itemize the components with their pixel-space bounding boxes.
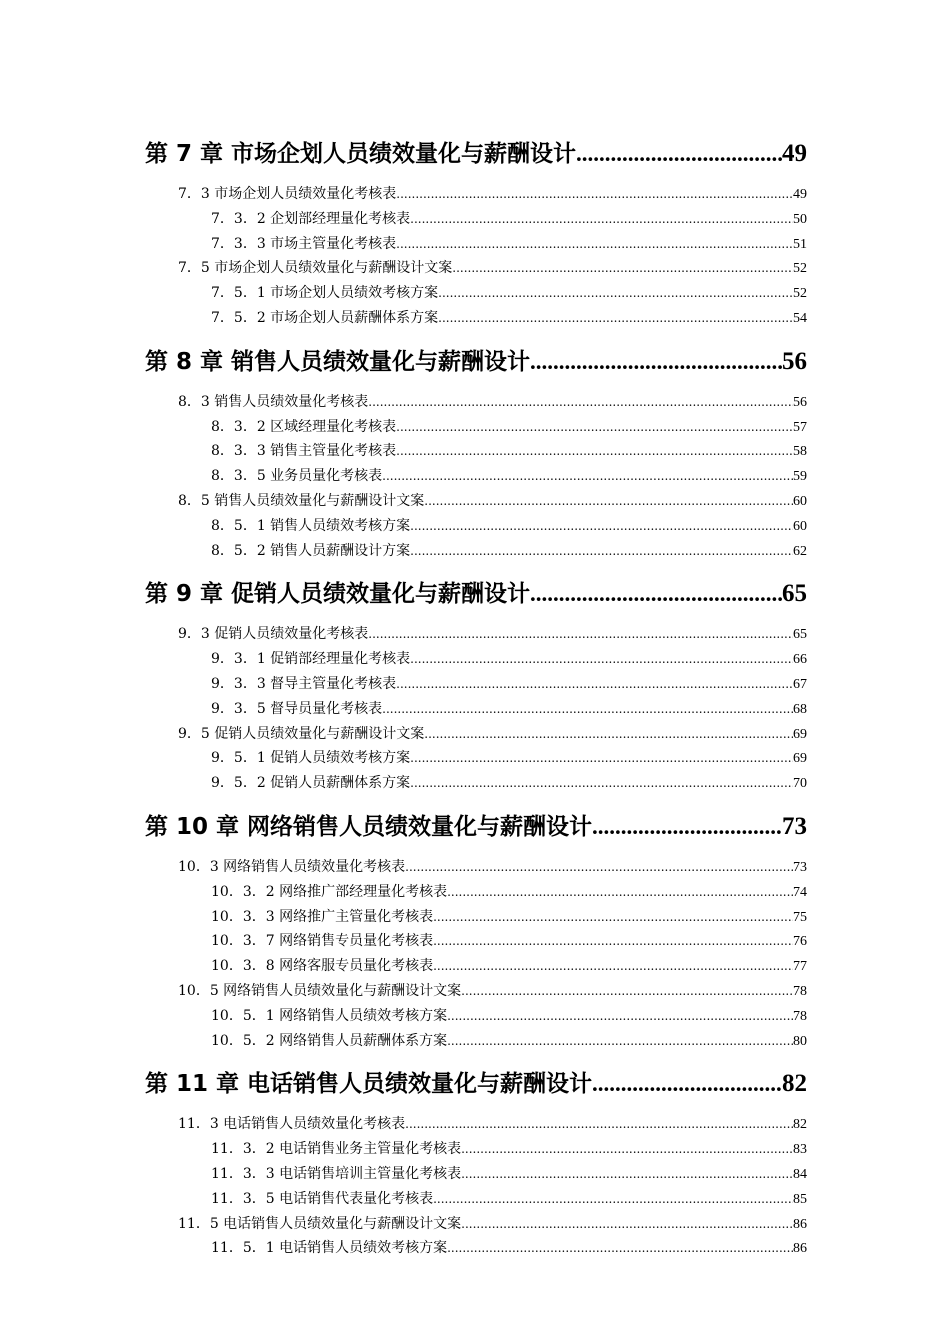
chapter-title: 第 11 章 电话销售人员绩效量化与薪酬设计 [145, 1071, 593, 1098]
section-title: 7．5．2 市场企划人员薪酬体系方案 [211, 309, 439, 326]
toc-chapter-entry[interactable] [145, 806, 807, 848]
dot-leader [438, 306, 793, 331]
dot-leader [452, 256, 793, 281]
dot-leader [382, 464, 793, 489]
section-title: 10．3．2 网络推广部经理量化考核表 [211, 883, 448, 900]
dot-leader [576, 133, 782, 175]
section-title: 11．3．2 电话销售业务主管量化考核表 [211, 1141, 462, 1158]
toc-subsection-entry[interactable] [145, 464, 807, 489]
toc-subsection-entry[interactable] [145, 880, 807, 905]
section-page-number: 68 [793, 701, 807, 717]
chapter-page-number: 82 [782, 1070, 807, 1098]
section-title: 10．3 网络销售人员绩效量化考核表 [178, 858, 406, 875]
section-page-number: 52 [793, 261, 807, 277]
toc-section-entry[interactable] [145, 722, 807, 747]
section-page-number: 83 [793, 1142, 807, 1158]
section-page-number: 66 [793, 652, 807, 668]
toc-section-entry[interactable] [145, 1112, 807, 1137]
section-title: 8．3．3 销售主管量化考核表 [211, 443, 397, 460]
section-title: 11．3．3 电话销售培训主管量化考核表 [211, 1165, 462, 1182]
toc-subsection-entry[interactable] [145, 232, 807, 257]
dot-leader [461, 1137, 793, 1162]
section-title: 10．5．1 网络销售人员绩效考核方案 [211, 1007, 448, 1024]
section-page-number: 62 [793, 543, 807, 559]
section-page-number: 86 [793, 1241, 807, 1257]
dot-leader [368, 390, 793, 415]
section-page-number: 76 [793, 934, 807, 950]
chapter-page-number: 49 [782, 140, 807, 167]
dot-leader [530, 341, 782, 383]
section-title: 9．5 促销人员绩效量化与薪酬设计文案 [178, 725, 425, 742]
toc-chapter-entry[interactable] [145, 133, 807, 175]
dot-leader [410, 207, 793, 232]
section-title: 11．3 电话销售人员绩效量化考核表 [178, 1116, 406, 1133]
dot-leader [424, 722, 793, 747]
chapter-page-number: 73 [782, 812, 807, 840]
dot-leader [410, 647, 793, 672]
dot-leader [410, 771, 793, 796]
dot-leader [410, 514, 793, 539]
toc-subsection-entry[interactable] [145, 539, 807, 564]
section-page-number: 77 [793, 959, 807, 975]
dot-leader [396, 672, 793, 697]
section-title: 10．3．3 网络推广主管量化考核表 [211, 908, 434, 925]
section-title: 10．5 网络销售人员绩效量化与薪酬设计文案 [178, 982, 462, 999]
table-of-contents [145, 133, 807, 1261]
section-title: 8．3．2 区域经理量化考核表 [211, 418, 397, 435]
toc-subsection-entry[interactable] [145, 954, 807, 979]
section-page-number: 74 [793, 884, 807, 900]
section-title: 11．5．1 电话销售人员绩效考核方案 [211, 1240, 448, 1257]
section-title: 7．3 市场企划人员绩效量化考核表 [178, 186, 397, 202]
dot-leader [433, 954, 793, 979]
dot-leader [433, 929, 793, 954]
section-title: 8．3 销售人员绩效量化考核表 [178, 393, 369, 410]
dot-leader [447, 1004, 793, 1029]
section-title: 9．5．1 促销人员绩效考核方案 [211, 750, 411, 767]
section-title: 10．5．2 网络销售人员薪酬体系方案 [211, 1032, 448, 1049]
section-title: 7．5 市场企划人员绩效量化与薪酬设计文案 [178, 260, 453, 277]
toc-section-entry[interactable] [145, 256, 807, 281]
section-page-number: 65 [793, 627, 807, 643]
chapter-page-number: 65 [782, 580, 807, 608]
toc-chapter-entry[interactable] [145, 573, 807, 615]
toc-subsection-entry[interactable] [145, 1004, 807, 1029]
section-title: 8．5 销售人员绩效量化与薪酬设计文案 [178, 492, 425, 509]
dot-leader [396, 232, 793, 257]
toc-section-entry[interactable] [145, 979, 807, 1004]
toc-subsection-entry[interactable] [145, 697, 807, 722]
section-page-number: 50 [793, 211, 807, 227]
section-page-number: 59 [793, 469, 807, 485]
section-page-number: 86 [793, 1216, 807, 1232]
toc-chapter-entry[interactable] [145, 1063, 807, 1105]
section-page-number: 60 [793, 518, 807, 534]
section-page-number: 56 [793, 394, 807, 410]
toc-subsection-entry[interactable] [145, 439, 807, 464]
section-title: 9．3．5 督导员量化考核表 [211, 700, 383, 717]
section-title: 9．3．1 促销部经理量化考核表 [211, 651, 411, 668]
dot-leader [447, 1236, 793, 1261]
dot-leader [433, 905, 793, 930]
section-title: 8．3．5 业务员量化考核表 [211, 468, 383, 485]
toc-subsection-entry[interactable] [145, 281, 807, 306]
section-page-number: 78 [793, 983, 807, 999]
section-title: 7．3．2 企划部经理量化考核表 [211, 210, 411, 227]
section-page-number: 54 [793, 310, 807, 326]
toc-subsection-entry[interactable] [145, 514, 807, 539]
section-page-number: 70 [793, 776, 807, 792]
chapter-title: 第 9 章 促销人员绩效量化与薪酬设计 [145, 581, 531, 608]
dot-leader [461, 1162, 793, 1187]
section-page-number: 69 [793, 726, 807, 742]
section-page-number: 58 [793, 444, 807, 460]
toc-subsection-entry[interactable] [145, 771, 807, 796]
dot-leader [592, 1063, 782, 1105]
toc-subsection-entry[interactable] [145, 1029, 807, 1054]
dot-leader [424, 489, 793, 514]
dot-leader [410, 746, 793, 771]
toc-subsection-entry[interactable] [145, 306, 807, 331]
toc-section-entry[interactable] [145, 855, 807, 880]
section-title: 8．5．1 销售人员绩效考核方案 [211, 517, 411, 534]
dot-leader [410, 539, 793, 564]
dot-leader [405, 855, 793, 880]
section-page-number: 80 [793, 1033, 807, 1049]
section-title: 8．5．2 销售人员薪酬设计方案 [211, 542, 411, 559]
dot-leader [447, 880, 793, 905]
toc-subsection-entry[interactable] [145, 647, 807, 672]
chapter-title: 第 8 章 销售人员绩效量化与薪酬设计 [145, 348, 531, 375]
chapter-title: 第 7 章 市场企划人员绩效量化与薪酬设计 [145, 141, 577, 167]
dot-leader [530, 573, 782, 615]
toc-section-entry[interactable] [145, 182, 807, 207]
toc-section-entry[interactable] [145, 1212, 807, 1237]
dot-leader [438, 281, 793, 306]
dot-leader [433, 1187, 793, 1212]
section-page-number: 57 [793, 419, 807, 435]
dot-leader [447, 1029, 793, 1054]
toc-chapter-entry[interactable] [145, 341, 807, 383]
dot-leader [592, 806, 782, 848]
chapter-page-number: 56 [782, 347, 807, 375]
section-title: 7．5．1 市场企划人员绩效考核方案 [211, 285, 439, 302]
toc-subsection-entry[interactable] [145, 1187, 807, 1212]
toc-subsection-entry[interactable] [145, 672, 807, 697]
section-page-number: 75 [793, 909, 807, 925]
section-page-number: 60 [793, 493, 807, 509]
toc-subsection-entry[interactable] [145, 1137, 807, 1162]
toc-section-entry[interactable] [145, 489, 807, 514]
toc-subsection-entry[interactable] [145, 746, 807, 771]
chapter-title: 第 10 章 网络销售人员绩效量化与薪酬设计 [145, 813, 593, 840]
section-page-number: 69 [793, 751, 807, 767]
toc-section-entry[interactable] [145, 390, 807, 415]
section-page-number: 51 [793, 236, 807, 252]
section-page-number: 84 [793, 1166, 807, 1182]
dot-leader [396, 415, 793, 440]
section-title: 7．3．3 市场主管量化考核表 [211, 235, 397, 252]
dot-leader [382, 697, 793, 722]
toc-section-entry[interactable] [145, 622, 807, 647]
section-page-number: 49 [793, 187, 807, 202]
toc-subsection-entry[interactable] [145, 1236, 807, 1261]
section-title: 9．5．2 促销人员薪酬体系方案 [211, 775, 411, 792]
dot-leader [396, 182, 793, 207]
section-page-number: 78 [793, 1008, 807, 1024]
section-title: 11．3．5 电话销售代表量化考核表 [211, 1190, 434, 1207]
dot-leader [461, 1212, 793, 1237]
section-title: 9．3 促销人员绩效量化考核表 [178, 626, 369, 643]
section-title: 10．3．8 网络客服专员量化考核表 [211, 958, 434, 975]
toc-subsection-entry[interactable] [145, 929, 807, 954]
dot-leader [405, 1112, 793, 1137]
toc-subsection-entry[interactable] [145, 905, 807, 930]
section-page-number: 73 [793, 859, 807, 875]
section-page-number: 82 [793, 1117, 807, 1133]
section-page-number: 52 [793, 286, 807, 302]
section-title: 11．5 电话销售人员绩效量化与薪酬设计文案 [178, 1215, 462, 1232]
section-page-number: 85 [793, 1191, 807, 1207]
dot-leader [368, 622, 793, 647]
section-title: 9．3．3 督导主管量化考核表 [211, 675, 397, 692]
dot-leader [461, 979, 793, 1004]
toc-subsection-entry[interactable] [145, 1162, 807, 1187]
toc-subsection-entry[interactable] [145, 207, 807, 232]
toc-subsection-entry[interactable] [145, 415, 807, 440]
section-title: 10．3．7 网络销售专员量化考核表 [211, 933, 434, 950]
section-page-number: 67 [793, 676, 807, 692]
dot-leader [396, 439, 793, 464]
